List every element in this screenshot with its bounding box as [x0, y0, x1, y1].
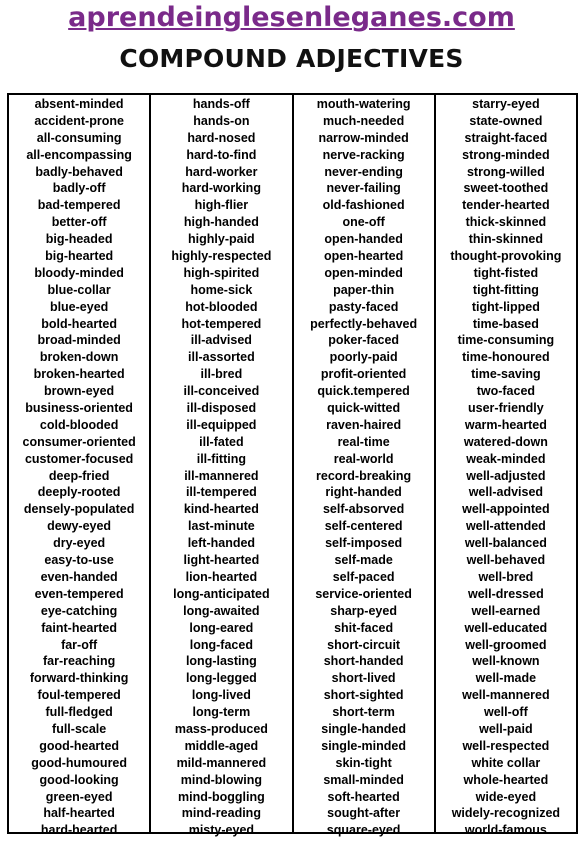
- adjective-entry: service-oriented: [315, 586, 412, 601]
- adjective-entry: tight-fisted: [473, 265, 539, 280]
- adjective-entry: self-absorved: [322, 502, 405, 517]
- adjective-entry: hot-tempered: [181, 316, 262, 331]
- column-2: [149, 95, 291, 838]
- adjective-entry: well-educated: [464, 620, 548, 635]
- adjective-entry: one-off: [342, 215, 385, 230]
- adjective-entry: ill-conceived: [183, 384, 260, 399]
- adjective-entry: kind-hearted: [183, 502, 259, 517]
- adjective-entry: short-lived: [331, 671, 396, 686]
- adjective-entry: foul-tempered: [37, 688, 121, 703]
- adjective-entry: tight-fitting: [472, 282, 539, 297]
- adjective-entry: paper-thin: [333, 282, 395, 297]
- column-4: [434, 95, 576, 838]
- adjective-entry: far-reaching: [43, 654, 116, 669]
- adjective-entry: long-lasting: [185, 654, 257, 669]
- adjective-entry: widely-recognized: [451, 806, 561, 821]
- adjective-entry: real-time: [337, 434, 390, 449]
- adjective-entry: ill-disposed: [186, 401, 257, 416]
- adjective-entry: middle-aged: [184, 738, 259, 753]
- adjective-entry: ill-fated: [199, 434, 244, 449]
- adjective-entry: cold-blooded: [39, 417, 119, 432]
- adjective-entry: ill-bred: [200, 367, 243, 382]
- adjective-entry: badly-behaved: [35, 164, 123, 179]
- adjective-entry: whole-hearted: [463, 772, 549, 787]
- adjective-entry: well-attended: [465, 519, 546, 534]
- adjective-entry: self-centered: [324, 519, 403, 534]
- adjective-entry: eye-catching: [40, 603, 118, 618]
- adjective-entry: densely-populated: [23, 502, 135, 517]
- adjective-entry: well-made: [475, 671, 537, 686]
- adjective-entry: record-breaking: [316, 468, 412, 483]
- adjective-entry: thought-provoking: [450, 249, 562, 264]
- adjective-entry: open-handed: [324, 232, 403, 247]
- adjective-entry: deeply-rooted: [37, 485, 121, 500]
- adjective-entry: small-minded: [323, 772, 404, 787]
- adjective-entry: brown-eyed: [44, 384, 115, 399]
- adjective-entry: shit-faced: [334, 620, 394, 635]
- adjective-entry: accident-prone: [34, 113, 124, 128]
- adjective-entry: thick-skinned: [465, 215, 547, 230]
- adjective-entry: well-behaved: [466, 553, 546, 568]
- site-url-heading: aprendeinglesenleganes.com: [68, 2, 515, 33]
- adjective-entry: mild-mannered: [176, 755, 267, 770]
- adjective-entry: well-paid: [479, 721, 533, 736]
- adjective-entry: left-handed: [187, 536, 256, 551]
- adjective-entry: full-scale: [52, 721, 107, 736]
- adjective-entry: highly-paid: [188, 232, 255, 247]
- adjective-entry: last-minute: [188, 519, 255, 534]
- adjective-entry: all-consuming: [36, 130, 122, 145]
- adjective-entry: hard-nosed: [187, 130, 256, 145]
- adjective-entry: even-tempered: [34, 586, 124, 601]
- adjective-entry: home-sick: [190, 282, 253, 297]
- adjective-entry: hot-blooded: [185, 299, 258, 314]
- adjective-entry: blue-eyed: [49, 299, 109, 314]
- adjective-entry: dewy-eyed: [47, 519, 112, 534]
- adjective-entry: long-term: [192, 705, 251, 720]
- adjective-entry: well-balanced: [464, 536, 547, 551]
- adjective-entry: deep-fried: [48, 468, 110, 483]
- adjective-entry: well-respected: [462, 738, 550, 753]
- adjective-entry: state-owned: [469, 113, 543, 128]
- adjective-entry: customer-focused: [24, 451, 134, 466]
- adjective-entry: right-handed: [325, 485, 402, 500]
- adjective-entry: profit-oriented: [320, 367, 407, 382]
- adjective-entry: well-earned: [471, 603, 541, 618]
- adjective-entry: much-needed: [322, 113, 405, 128]
- adjective-entry: bad-tempered: [37, 198, 121, 213]
- adjective-entry: mind-blowing: [180, 772, 262, 787]
- adjective-entry: broken-down: [39, 350, 119, 365]
- adjective-entry: even-handed: [40, 569, 118, 584]
- adjective-entry: mouth-watering: [316, 97, 411, 111]
- adjective-entry: long-awaited: [183, 603, 260, 618]
- adjective-entry: ill-assorted: [188, 350, 255, 365]
- adjective-entry: world-famous: [464, 823, 547, 838]
- adjective-entry: single-minded: [321, 738, 406, 753]
- adjective-entry: short-term: [332, 705, 395, 720]
- adjective-entry: time-consuming: [457, 333, 555, 348]
- adjective-entry: tight-lipped: [471, 299, 540, 314]
- adjective-entry: nerve-racking: [322, 147, 405, 162]
- adjective-entry: long-faced: [189, 637, 253, 652]
- adjective-entry: well-off: [484, 705, 528, 720]
- adjective-entry: ill-fitting: [196, 451, 247, 466]
- column-3: [292, 95, 434, 838]
- adjective-entry: white collar: [471, 755, 541, 770]
- adjective-entry: narrow-minded: [318, 130, 409, 145]
- adjective-entry: well-dressed: [468, 586, 544, 601]
- adjective-entry: ill-tempered: [185, 485, 257, 500]
- adjective-entry: thin-skinned: [468, 232, 544, 247]
- adjective-entry: hard-hearted: [40, 823, 118, 838]
- adjective-entry: light-hearted: [183, 553, 260, 568]
- adjective-entry: square-eyed: [326, 823, 401, 838]
- adjective-entry: long-anticipated: [173, 586, 270, 601]
- adjective-table: [7, 93, 578, 838]
- adjective-entry: sharp-eyed: [330, 603, 397, 618]
- adjective-entry: business-oriented: [25, 401, 133, 416]
- adjective-entry: good-hearted: [39, 738, 120, 753]
- adjective-entry: well-advised: [468, 485, 544, 500]
- adjective-entry: ill-equipped: [186, 417, 257, 432]
- adjective-entry: far-off: [61, 637, 98, 652]
- adjective-entry: broken-hearted: [33, 367, 125, 382]
- adjective-entry: never-ending: [324, 164, 403, 179]
- adjective-entry: better-off: [51, 215, 107, 230]
- adjective-entry: perfectly-behaved: [310, 316, 418, 331]
- adjective-entry: self-made: [334, 553, 393, 568]
- adjective-entry: ill-mannered: [184, 468, 259, 483]
- adjective-entry: quick-witted: [327, 401, 401, 416]
- adjective-entry: absent-minded: [34, 97, 124, 111]
- adjective-entry: poorly-paid: [329, 350, 398, 365]
- adjective-entry: sweet-toothed: [463, 181, 549, 196]
- adjective-entry: all-encompassing: [26, 147, 132, 162]
- adjective-entry: high-handed: [183, 215, 259, 230]
- adjective-entry: poker-faced: [328, 333, 400, 348]
- adjective-entry: time-saving: [471, 367, 541, 382]
- adjective-entry: tender-hearted: [462, 198, 550, 213]
- adjective-entry: green-eyed: [45, 789, 113, 804]
- adjective-entry: well-adjusted: [466, 468, 546, 483]
- adjective-entry: mind-boggling: [177, 789, 265, 804]
- adjective-entry: high-spirited: [183, 265, 260, 280]
- adjective-entry: warm-hearted: [464, 417, 547, 432]
- adjective-entry: lion-hearted: [185, 569, 258, 584]
- adjective-entry: wide-eyed: [475, 789, 537, 804]
- adjective-entry: soft-hearted: [327, 789, 400, 804]
- adjective-entry: real-world: [333, 451, 394, 466]
- adjective-entry: consumer-oriented: [22, 434, 136, 449]
- adjective-entry: long-legged: [185, 671, 257, 686]
- adjective-entry: watered-down: [463, 434, 548, 449]
- adjective-entry: mass-produced: [174, 721, 268, 736]
- adjective-entry: well-groomed: [465, 637, 547, 652]
- adjective-entry: high-flier: [194, 198, 249, 213]
- adjective-entry: hard-to-find: [186, 147, 257, 162]
- adjective-entry: dry-eyed: [53, 536, 106, 551]
- column-1: [9, 95, 149, 838]
- adjective-entry: hands-on: [193, 113, 250, 128]
- adjective-entry: highly-respected: [171, 249, 272, 264]
- adjective-entry: mind-reading: [181, 806, 261, 821]
- adjective-entry: straight-faced: [464, 130, 548, 145]
- adjective-entry: pasty-faced: [328, 299, 399, 314]
- adjective-entry: big-hearted: [45, 249, 114, 264]
- adjective-entry: half-hearted: [43, 806, 115, 821]
- adjective-entry: old-fashioned: [322, 198, 405, 213]
- adjective-entry: faint-hearted: [41, 620, 117, 635]
- adjective-entry: good-humoured: [31, 755, 128, 770]
- adjective-entry: starry-eyed: [472, 97, 540, 111]
- adjective-entry: good-looking: [39, 772, 119, 787]
- adjective-entry: raven-haired: [326, 417, 402, 432]
- adjective-entry: never-failing: [326, 181, 401, 196]
- adjective-entry: time-based: [472, 316, 539, 331]
- adjective-entry: long-lived: [191, 688, 251, 703]
- adjective-entry: time-honoured: [462, 350, 550, 365]
- adjective-entry: two-faced: [476, 384, 536, 399]
- adjective-entry: bloody-minded: [34, 265, 124, 280]
- adjective-entry: full-fledged: [45, 705, 113, 720]
- adjective-entry: weak-minded: [466, 451, 546, 466]
- adjective-entry: blue-collar: [47, 282, 111, 297]
- adjective-entry: misty-eyed: [188, 823, 255, 838]
- adjective-entry: broad-minded: [37, 333, 121, 348]
- adjective-entry: self-paced: [332, 569, 395, 584]
- adjective-entry: hands-off: [192, 97, 250, 111]
- adjective-entry: hard-worker: [185, 164, 258, 179]
- adjective-entry: well-bred: [478, 569, 534, 584]
- adjective-entry: long-eared: [189, 620, 254, 635]
- adjective-entry: strong-minded: [462, 147, 550, 162]
- page-title: COMPOUND ADJECTIVES: [119, 44, 464, 73]
- adjective-entry: quick.tempered: [317, 384, 410, 399]
- adjective-entry: strong-willed: [466, 164, 545, 179]
- adjective-entry: badly-off: [52, 181, 106, 196]
- adjective-entry: user-friendly: [468, 401, 544, 416]
- adjective-entry: hard-working: [181, 181, 261, 196]
- adjective-entry: short-sighted: [323, 688, 404, 703]
- adjective-entry: forward-thinking: [29, 671, 129, 686]
- adjective-entry: skin-tight: [335, 755, 392, 770]
- adjective-entry: bold-hearted: [41, 316, 117, 331]
- adjective-entry: ill-advised: [190, 333, 252, 348]
- adjective-entry: well-appointed: [462, 502, 550, 517]
- adjective-entry: well-known: [472, 654, 540, 669]
- adjective-entry: well-mannered: [462, 688, 550, 703]
- adjective-entry: open-minded: [324, 265, 403, 280]
- adjective-entry: self-imposed: [325, 536, 403, 551]
- adjective-entry: short-circuit: [327, 637, 401, 652]
- adjective-entry: single-handed: [321, 721, 406, 736]
- adjective-entry: big-headed: [45, 232, 113, 247]
- adjective-entry: short-handed: [323, 654, 404, 669]
- adjective-entry: open-hearted: [324, 249, 404, 264]
- adjective-entry: easy-to-use: [44, 553, 114, 568]
- adjective-entry: sought-after: [327, 806, 401, 821]
